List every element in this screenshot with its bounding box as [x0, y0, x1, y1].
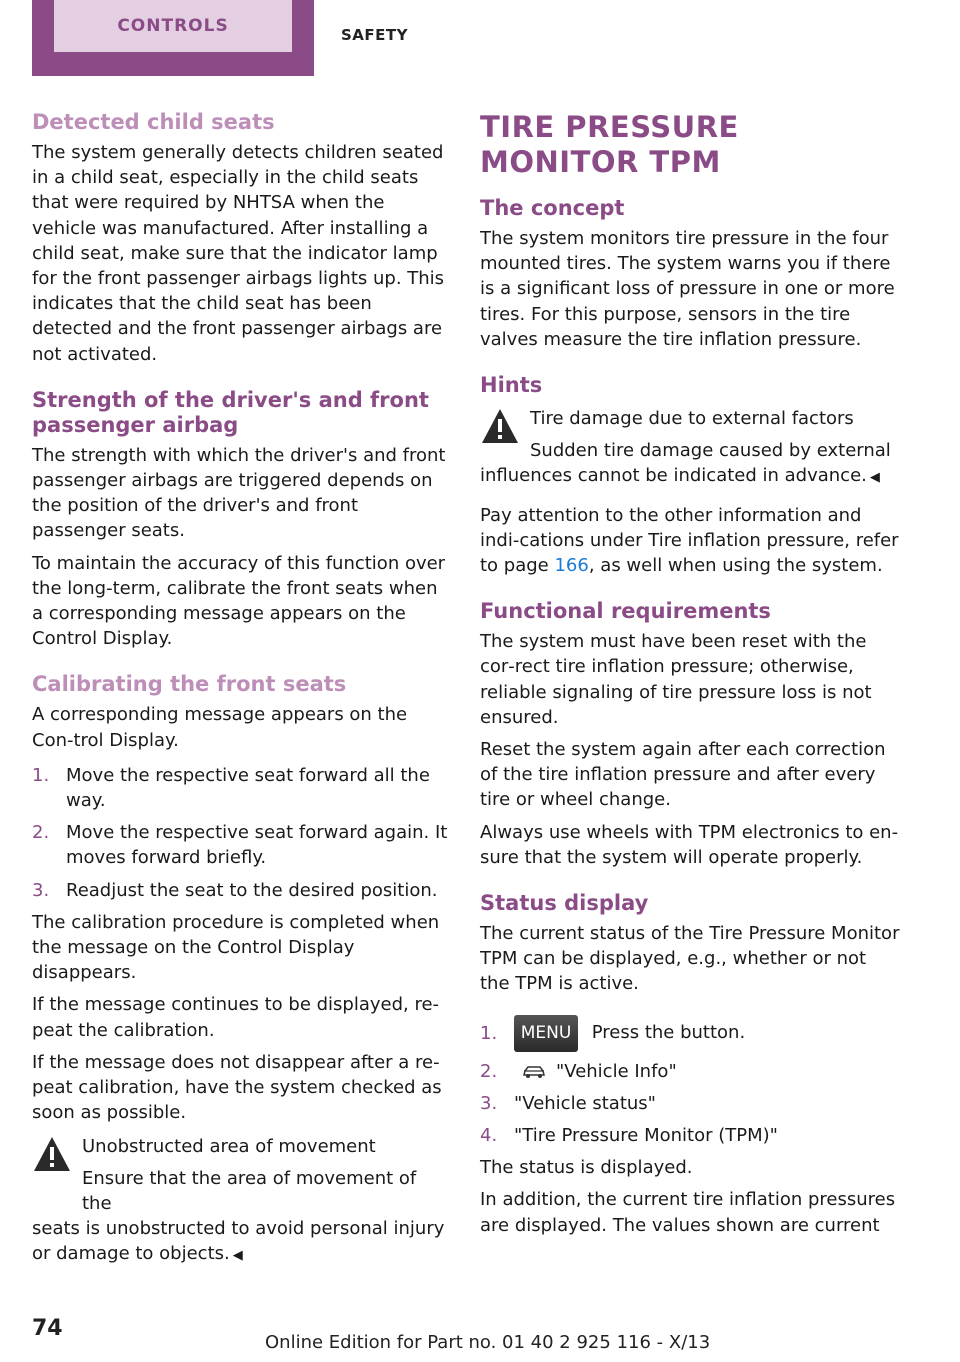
step-content — [514, 1015, 900, 1052]
warning-icon — [32, 1134, 72, 1174]
step-text: Move the respective seat forward all the way. — [66, 764, 430, 812]
end-marker-icon: ◀ — [869, 470, 880, 486]
paragraph-strength-2: To maintain the accuracy of this function over the long-term, calibrate the front seats when a corresponding message appears on the Control Display. — [32, 552, 446, 650]
paragraph-func-1: The system must have been reset with the cor‐rect tire inflation pressure; otherwise, reliable signaling of tire pressure loss is not ensured. — [480, 631, 872, 728]
warning-icon — [480, 406, 520, 446]
step-text: Press the button. — [591, 1022, 746, 1044]
warning-text: influences cannot be indicated in advance. — [480, 465, 867, 487]
heading-airbag-strength: Strength of the driver's and front passenger airbag — [32, 387, 429, 437]
tab-controls-label: CONTROLS — [117, 16, 229, 36]
paragraph-after-1: The calibration procedure is completed when the message on the Control Display disappears. — [32, 911, 440, 984]
paragraph-strength-1: The strength with which the driver's and front passenger airbags are triggered depends on the position of the driver's and front passenger seats. — [32, 444, 446, 542]
warning-text: seats is unobstructed to avoid personal injury or damage to objects. — [32, 1218, 445, 1265]
paragraph-calibrating: A corresponding message appears on the Con‐trol Display. — [32, 704, 408, 751]
car-icon — [522, 1065, 546, 1079]
step-number: 2. — [480, 1060, 498, 1082]
paragraph-after-2: If the message continues to be displayed, re‐peat the calibration. — [32, 994, 440, 1041]
paragraph-status: The current status of the Tire Pressure Monitor TPM can be displayed, e.g., whether or not the TPM is active. — [480, 923, 900, 995]
attention-text: Pay attention to the other information and indi‐cations under Tire inflation pressure, refer to page — [480, 504, 899, 577]
paragraph-func-3: Always use wheels with TPM electronics to en‐sure that the system will operate properly. — [480, 821, 899, 868]
heading-status-display: Status display — [480, 891, 649, 916]
step-number: 3. — [32, 879, 50, 901]
paragraph-after-3: If the message does not disappear after a re‐peat calibration, have the system checked as soon as possible. — [32, 1051, 442, 1124]
heading-functional-requirements: Functional requirements — [480, 599, 771, 624]
warning-line-1: Sudden tire damage caused by external — [530, 440, 891, 462]
step-text: "Vehicle Info" — [556, 1060, 677, 1082]
step-number: 3. — [480, 1092, 498, 1114]
page-link-166[interactable]: 166 — [554, 555, 589, 577]
attention-text-end: , as well when using the system. — [588, 555, 883, 577]
page-number: 74 — [32, 1316, 63, 1341]
end-marker-icon: ◀ — [232, 1248, 243, 1264]
paragraph-concept: The system monitors tire pressure in the four mounted tires. The system warns you if there is a significant loss of pressure in one or more tires. For this purpose, sensors in the tire valves measure the tire inflation pressure. — [480, 228, 895, 350]
list-item — [32, 878, 450, 903]
step-text: "Vehicle status" — [514, 1092, 656, 1114]
warning-movement — [32, 1134, 450, 1269]
warning-title: Tire damage due to external factors — [530, 408, 854, 430]
paragraph-status-2: The status is displayed. — [480, 1157, 693, 1179]
warning-tire-damage — [480, 406, 900, 491]
paragraph-detected: The system generally detects children seated in a child seat, especially in the child seats that were required by NHTSA when the vehicle was manufactured. After installing a child seat, make sure that the indicator lamp for the front passenger airbags lights up. This indicates that the child seat has been detected and the front passenger airbags are not activated. — [32, 142, 445, 365]
list-item — [480, 1123, 900, 1148]
list-item — [480, 1059, 900, 1084]
left-column — [32, 110, 450, 1269]
warning-line-1: Ensure that the area of movement of the — [82, 1167, 417, 1214]
step-text: Move the respective seat forward again. It moves forward briefly. — [66, 822, 448, 869]
step-text: Readjust the seat to the desired position. — [66, 879, 438, 901]
step-number: 4. — [480, 1125, 498, 1147]
edition-footer: Online Edition for Part no. 01 40 2 925 116 - X/13 — [265, 1332, 711, 1353]
step-number: 2. — [32, 822, 50, 844]
status-steps — [480, 1015, 900, 1149]
step-number: 1. — [32, 764, 50, 786]
heading-concept: The concept — [480, 196, 625, 220]
heading-detected-child-seats: Detected child seats — [32, 110, 275, 134]
tab-safety[interactable]: SAFETY — [341, 26, 408, 44]
list-item — [480, 1015, 900, 1052]
menu-button[interactable]: MENU — [514, 1015, 578, 1052]
calibration-steps — [32, 763, 450, 903]
paragraph-status-3: In addition, the current tire inflation pressures are displayed. The values shown are current — [480, 1189, 896, 1236]
list-item — [32, 763, 450, 813]
right-column — [480, 110, 900, 1244]
tab-controls-inner — [54, 0, 292, 52]
list-item — [480, 1091, 900, 1116]
warning-title: Unobstructed area of movement — [82, 1135, 376, 1157]
heading-calibrating: Calibrating the front seats — [32, 672, 347, 697]
heading-hints: Hints — [480, 373, 543, 398]
section-title-tpm: TIRE PRESSURE MONITOR TPM — [480, 110, 739, 179]
step-text: "Tire Pressure Monitor (TPM)" — [514, 1125, 778, 1147]
list-item — [32, 820, 450, 870]
step-number: 1. — [480, 1022, 498, 1044]
paragraph-func-2: Reset the system again after each correction of the tire inflation pressure and after every tire or wheel change. — [480, 739, 886, 811]
step-content — [514, 1059, 900, 1084]
tab-controls[interactable] — [32, 0, 314, 76]
paragraph-attention — [480, 503, 900, 579]
